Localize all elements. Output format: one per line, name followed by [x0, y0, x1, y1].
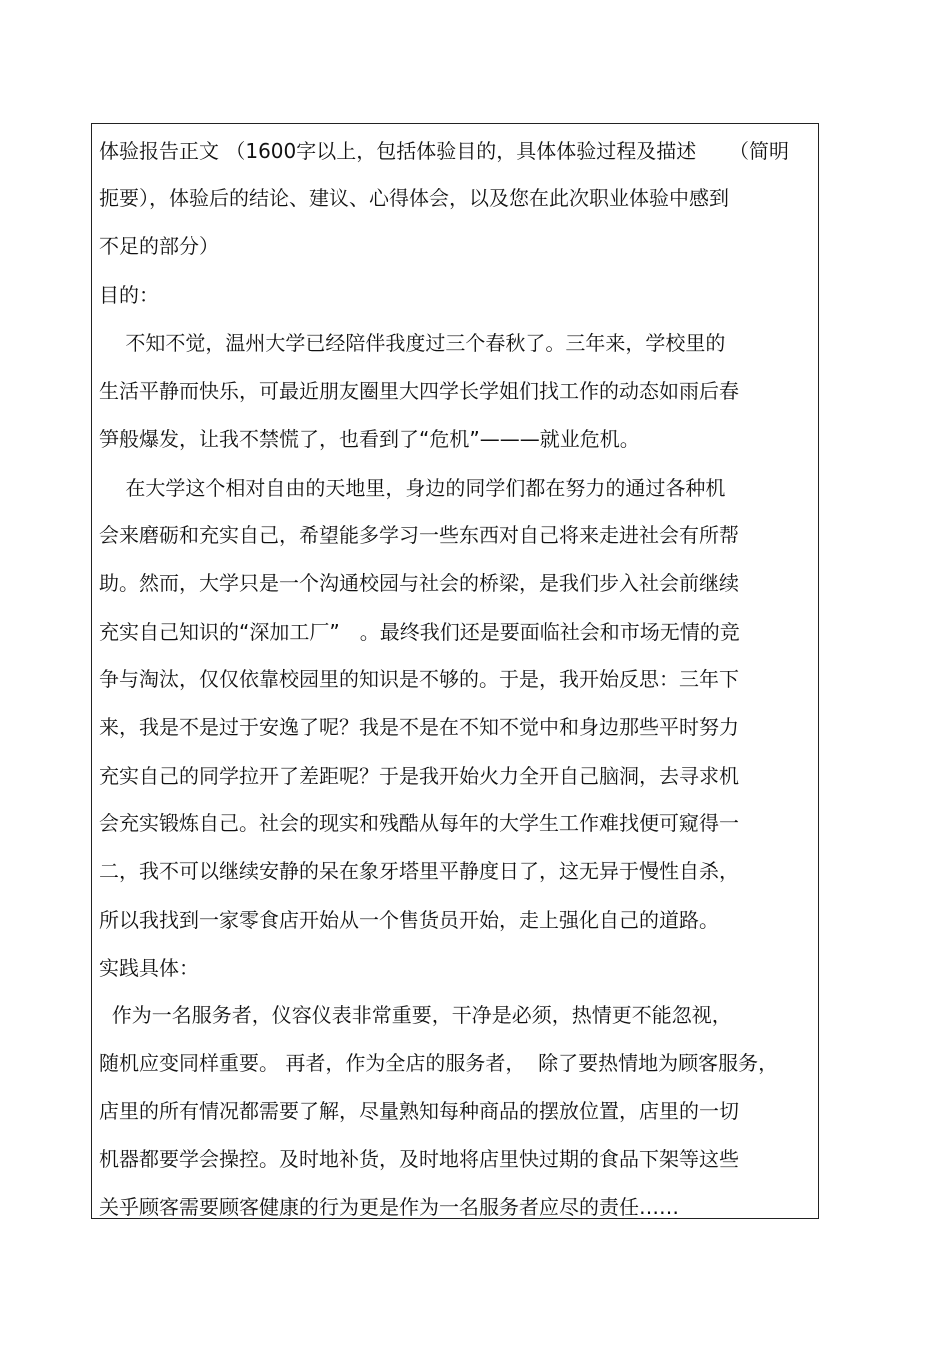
report-heading-line-3: 不足的部分） [99, 234, 219, 258]
paragraph-line: 不知不觉，温州大学已经陪伴我度过三个春秋了。三年来，学校里的 [99, 331, 726, 355]
section-label-purpose: 目的： [99, 283, 159, 307]
paragraph-line: 随机应变同样重要。 再者，作为全店的服务者， 除了要热情地为顾客服务， [99, 1051, 779, 1075]
paragraph-line: 店里的所有情况都需要了解，尽量熟知每种商品的摆放位置，店里的一切 [99, 1099, 739, 1123]
paragraph-line: 所以我找到一家零食店开始从一个售货员开始，走上强化自己的道路。 [99, 908, 719, 932]
paragraph-line: 充实自己知识的“深加工厂” 。最终我们还是要面临社会和市场无情的竞 [99, 620, 740, 644]
paragraph-line: 充实自己的同学拉开了差距呢？于是我开始火力全开自己脑洞，去寻求机 [99, 764, 739, 788]
section-label-practice: 实践具体： [99, 956, 199, 980]
paragraph-line: 来，我是不是过于安逸了呢？我是不是在不知不觉中和身边那些平时努力 [99, 715, 739, 739]
paragraph-line: 助。然而，大学只是一个沟通校园与社会的桥梁，是我们步入社会前继续 [99, 571, 739, 595]
paragraph-line: 生活平静而快乐，可最近朋友圈里大四学长学姐们找工作的动态如雨后春 [99, 379, 739, 403]
paragraph-line: 会来磨砺和充实自己，希望能多学习一些东西对自己将来走进社会有所帮 [99, 523, 739, 547]
paragraph-line: 笋般爆发，让我不禁慌了，也看到了“危机”———就业危机。 [99, 427, 640, 451]
paragraph-line: 作为一名服务者，仪容仪表非常重要，干净是必须，热情更不能忽视， [99, 1003, 732, 1027]
paragraph-line: 争与淘汰，仅仅依靠校园里的知识是不够的。于是，我开始反思：三年下 [99, 667, 739, 691]
paragraph-line: 在大学这个相对自由的天地里，身边的同学们都在努力的通过各种机 [99, 476, 726, 500]
report-heading-line-2: 扼要），体验后的结论、建议、心得体会，以及您在此次职业体验中感到 [99, 186, 729, 210]
paragraph-line: 会充实锻炼自己。社会的现实和残酷从每年的大学生工作难找便可窥得一 [99, 811, 739, 835]
paragraph-line: 二，我不可以继续安静的呆在象牙塔里平静度日了，这无异于慢性自杀， [99, 859, 739, 883]
paragraph-line: 机器都要学会操控。及时地补货，及时地将店里快过期的食品下架等这些 [99, 1147, 739, 1171]
paragraph-line: 关乎顾客需要顾客健康的行为更是作为一名服务者应尽的责任…… [99, 1195, 679, 1219]
report-heading-line-1: 体验报告正文 （1600字以上，包括体验目的，具体体验过程及描述 （简明 [99, 139, 789, 163]
